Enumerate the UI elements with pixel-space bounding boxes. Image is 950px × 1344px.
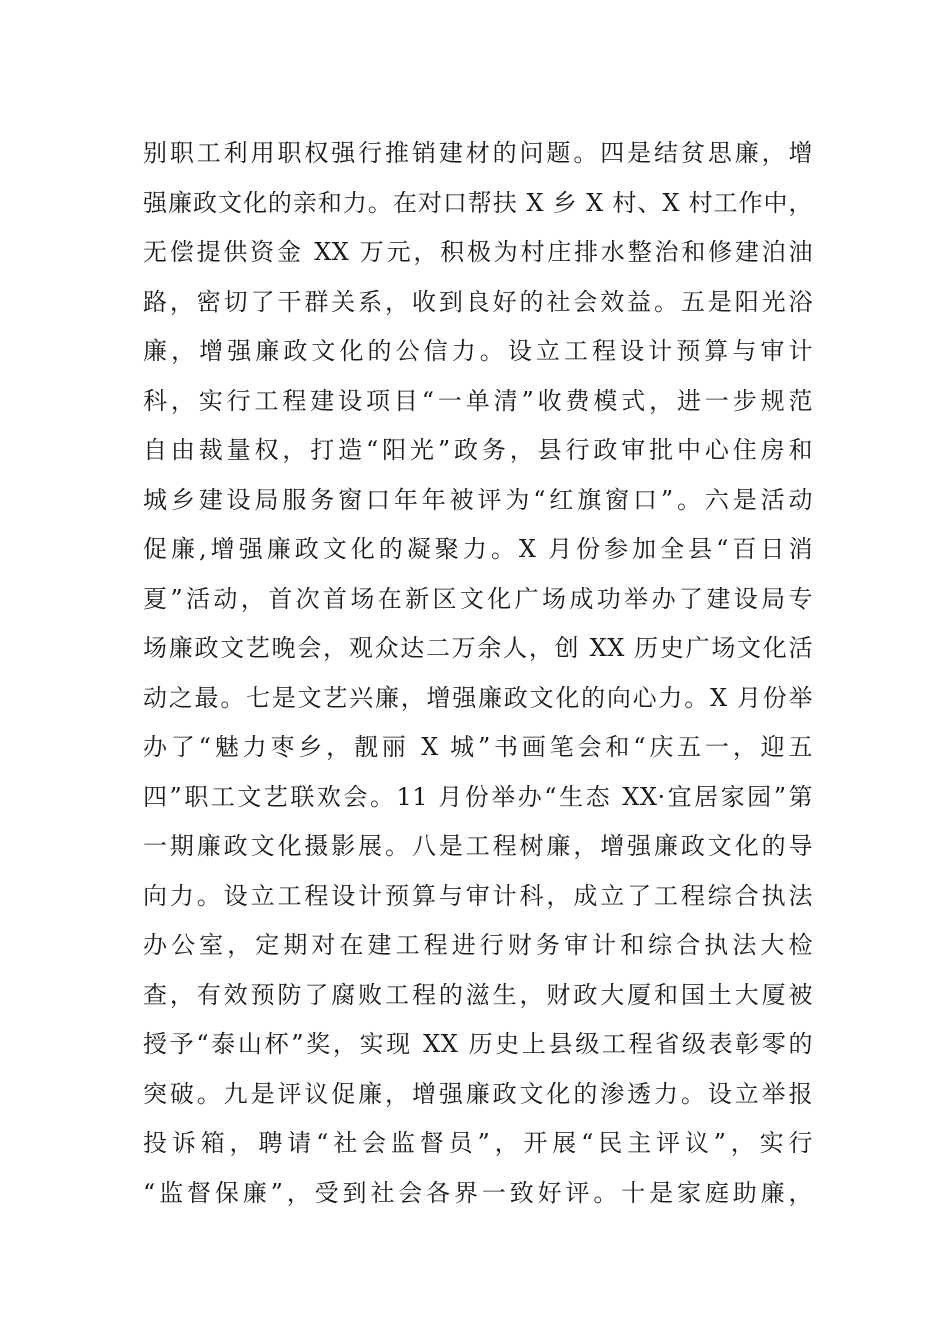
text-line: 别职工利用职权强行推销建材的问题。四是结贫思廉，增 (143, 139, 813, 167)
text-line: 路，密切了干群关系，收到良好的社会效益。五是阳光浴 (143, 287, 813, 316)
text-line: 一期廉政文化摄影展。八是工程树廉，增强廉政文化的导 (143, 832, 813, 860)
text-line: 动之最。七是文艺兴廉，增强廉政文化的向心力。X 月份举 (143, 683, 813, 712)
text-line: 城乡建设局服务窗口年年被评为“红旗窗口”。六是活动 (143, 485, 813, 514)
text-line: 办了“魅力枣乡，靓丽 X 城”书画笔会和“庆五一，迎五 (143, 733, 813, 761)
text-line: 促廉,增强廉政文化的凝聚力。X 月份参加全县“百日消 (143, 535, 813, 563)
text-line: 突破。九是评议促廉，增强廉政文化的渗透力。设立举报 (143, 1079, 813, 1108)
text-line: 自由裁量权，打造“阳光”政务，县行政审批中心住房和 (143, 436, 813, 464)
text-line: 科，实行工程建设项目“一单清”收费模式，进一步规范 (143, 386, 813, 415)
text-line: 查，有效预防了腐败工程的滋生，财政大厦和国土大厦被 (143, 980, 813, 1009)
text-line: 无偿提供资金 XX 万元，积极为村庄排水整治和修建泊油 (143, 238, 813, 266)
text-line: 强廉政文化的亲和力。在对口帮扶 X 乡 X 村、X 村工作中， (143, 188, 813, 217)
text-line: 夏”活动，首次首场在新区文化广场成功举办了建设局专 (143, 584, 813, 613)
text-line: 廉，增强廉政文化的公信力。设立工程设计预算与审计 (143, 337, 813, 365)
text-line: 向力。设立工程设计预算与审计科，成立了工程综合执法 (143, 881, 813, 910)
text-line: 办公室，定期对在建工程进行财务审计和综合执法大检 (143, 931, 813, 959)
text-line: 四”职工文艺联欢会。11 月份举办“生态 XX·宜居家园”第 (143, 782, 813, 811)
text-line: 场廉政文艺晚会，观众达二万余人，创 XX 历史广场文化活 (143, 634, 813, 662)
body-paragraph (143, 129, 813, 1218)
text-line: 投诉箱，聘请“社会监督员”，开展“民主评议”，实行 (143, 1129, 813, 1157)
text-line: 授予“泰山杯”奖，实现 XX 历史上县级工程省级表彰零的 (143, 1030, 813, 1058)
text-line: “监督保廉”，受到社会各界一致好评。十是家庭助廉， (143, 1178, 813, 1207)
